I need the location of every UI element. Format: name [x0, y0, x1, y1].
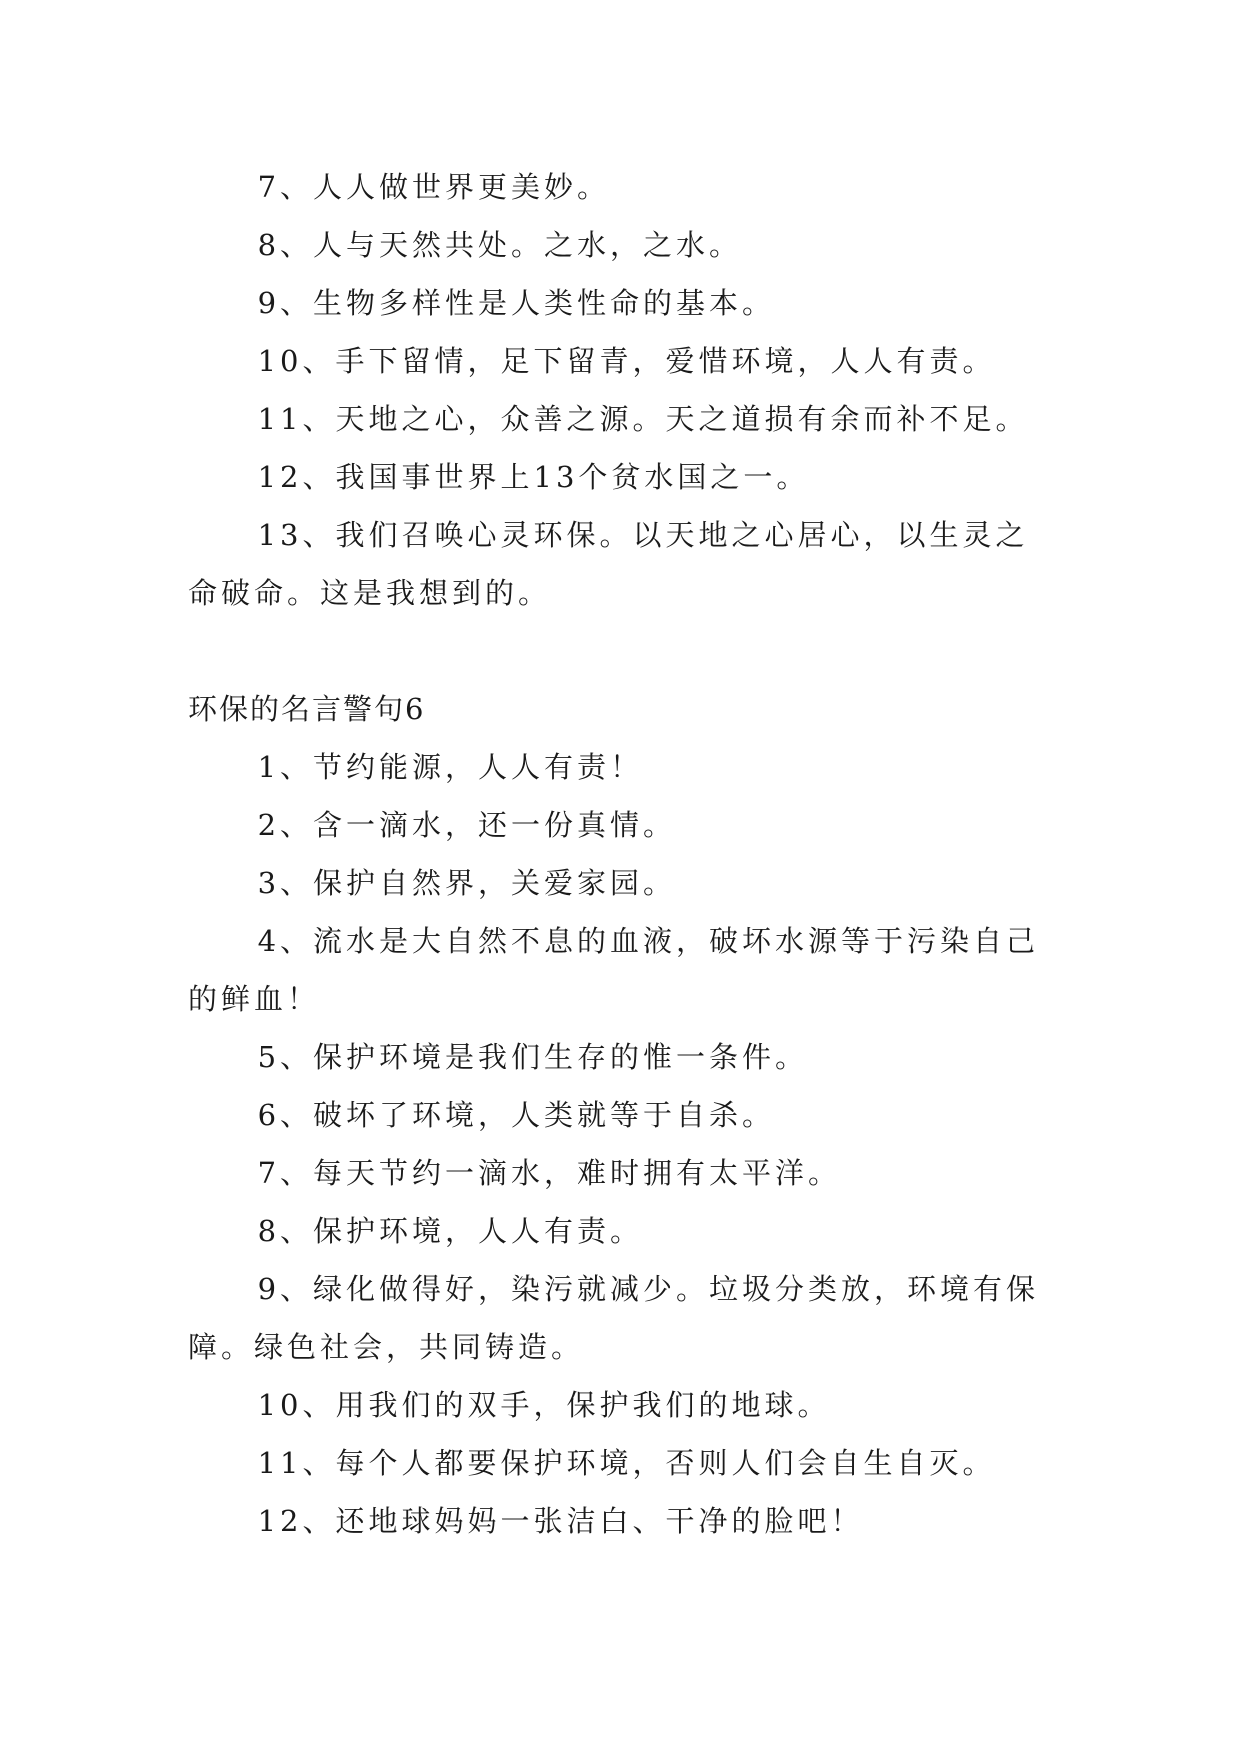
quote-item: 9、生物多样性是人类性命的基本。: [257, 286, 776, 320]
quote-list-continued: [188, 158, 1058, 622]
quote-item: 12、我国事世界上13个贫水国之一。: [257, 460, 810, 494]
quote-item: 11、每个人都要保护环境，否则人们会自生自灭。: [257, 1446, 996, 1480]
quote-item: 10、手下留情，足下留青，爱惜环境，人人有责。: [257, 344, 996, 378]
quote-item: 10、用我们的双手，保护我们的地球。: [257, 1388, 831, 1422]
quote-item: 7、每天节约一滴水，难时拥有太平洋。: [257, 1156, 842, 1190]
quote-item: 8、保护环境，人人有责。: [257, 1214, 644, 1248]
quote-item: 8、人与天然共处。之水，之水。: [257, 228, 743, 262]
section-heading: 环保的名言警句6: [188, 692, 426, 726]
quote-list: [188, 738, 1058, 1550]
quote-item: 1、节约能源，人人有责！: [257, 750, 644, 784]
section-spacer: [188, 622, 1058, 680]
document-body: [188, 158, 1058, 1550]
quote-item: 5、保护环境是我们生存的惟一条件。: [257, 1040, 809, 1074]
quote-item: 11、天地之心，众善之源。天之道损有余而补不足。: [257, 402, 1029, 436]
quote-item: 12、还地球妈妈一张洁白、干净的脸吧！: [257, 1504, 864, 1538]
quote-item: 2、含一滴水，还一份真情。: [257, 808, 677, 842]
quote-item: 7、人人做世界更美妙。: [257, 170, 611, 204]
quote-item: 6、破坏了环境，人类就等于自杀。: [257, 1098, 776, 1132]
quote-item: 3、保护自然界，关爱家园。: [257, 866, 677, 900]
quote-item: 13、我们召唤心灵环保。以天地之心居心，以生灵之命破命。这是我想到的。: [188, 518, 1029, 610]
quote-item: 9、绿化做得好，染污就减少。垃圾分类放，环境有保障。绿色社会，共同铸造。: [188, 1272, 1040, 1364]
quote-item: 4、流水是大自然不息的血液，破坏水源等于污染自己的鲜血！: [188, 924, 1040, 1016]
